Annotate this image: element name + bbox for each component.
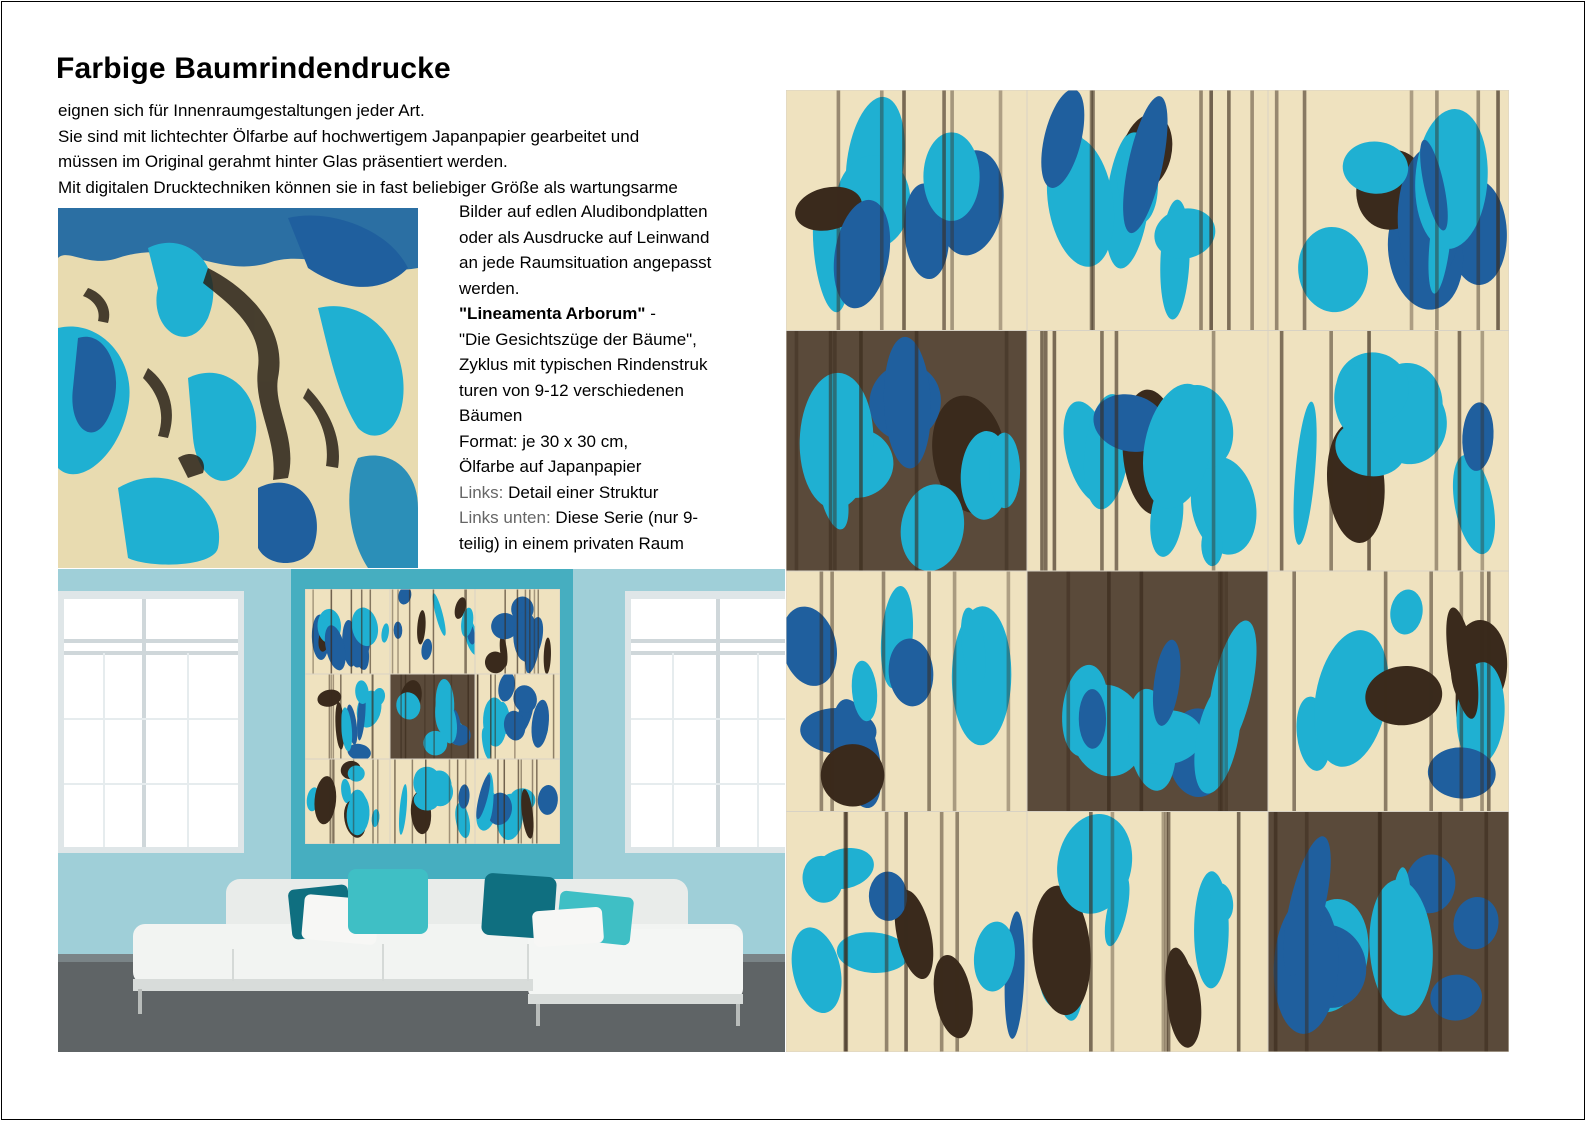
intro-line: Sie sind mit lichtechter Ölfarbe auf hochwertigem Japanpapier gearbeitet und [58,126,640,146]
right-window [625,591,785,853]
caption-links-unten [459,505,759,531]
series-line: turen von 9-12 verschiedenen [459,380,684,400]
wall-print-tile [475,671,560,760]
page-title: Farbige Baumrindendrucke [56,52,451,85]
description-line: Bilder auf edlen Aludibondplatten [459,202,708,221]
series-title-suffix: - [645,304,656,323]
caption-links-unten-label: Links unten: [459,508,551,527]
intro-line: Mit digitalen Drucktechniken können sie in fast beliebiger Größe als wartungsarme [58,177,678,197]
wall-print-tile [475,589,560,675]
caption-links-unten-cont: teilig) in einem privaten Raum [459,533,684,553]
bark-detail-image [58,208,418,568]
artwork-on-wall [305,585,560,844]
bark-print-tile [786,812,1027,1053]
bark-print-tile [1268,571,1509,812]
wall-print-tile [390,674,475,759]
description-block [459,199,759,556]
wall-print-tile [390,585,482,674]
caption-links-text: Detail einer Struktur [503,482,659,502]
bark-print-tile [786,90,1027,331]
series-title: "Lineamenta Arborum" [459,304,646,323]
series-title-line [459,301,759,327]
caption-links [459,480,759,506]
series-line: Bäumen [459,406,523,425]
description-line: werden. [459,278,520,298]
series-line: Zyklus mit typischen Rindenstruk [459,355,708,374]
wall-print-tile [305,674,390,762]
wall-print-tile [305,589,390,674]
bark-print-tile [786,331,1027,576]
bark-print-tile [1027,571,1268,812]
wall-print-tile [390,759,475,844]
bark-print-tile [786,571,1027,813]
description-line: oder als Ausdrucke auf Leinwand [459,227,710,247]
bark-print-tile [1027,90,1268,331]
series-line: Ölfarbe auf Japanpapier [459,457,642,476]
series-line: "Die Gesichtszüge der Bäume", [459,329,697,349]
bark-print-tile [1027,808,1268,1052]
room-scene-image [58,569,785,1052]
series-line: Format: je 30 x 30 cm, [459,431,629,451]
bark-prints-grid [786,90,1509,1052]
wall-print-tile [305,759,390,844]
bark-print-tile [1268,331,1509,572]
description-line: an jede Raumsituation angepasst [459,253,712,272]
bark-print-tile [1268,812,1509,1053]
caption-links-label: Links: [459,482,504,502]
bark-print-tile [1268,90,1509,331]
wall-print-tile [473,759,560,844]
intro-line: müssen im Original gerahmt hinter Glas präsentiert werden. [58,152,508,171]
intro-text [58,98,758,200]
left-window [58,591,244,853]
caption-links-unten-text: Diese Serie (nur 9- [550,508,699,527]
bark-print-tile [1027,331,1268,572]
intro-line: eignen sich für Innenraumgestaltungen jeder Art. [58,101,425,120]
